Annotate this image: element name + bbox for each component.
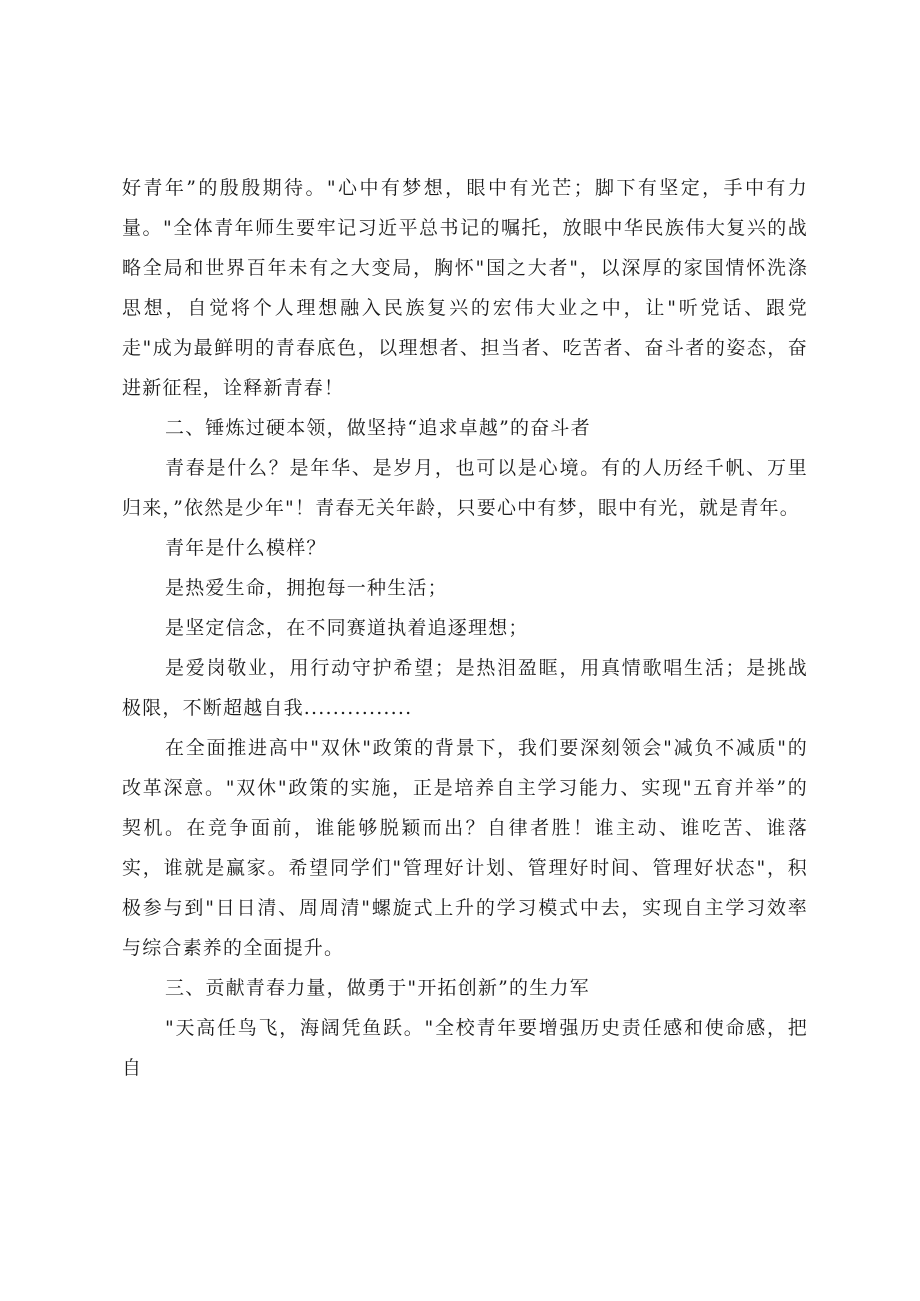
- paragraph: 是爱岗敬业，用行动守护希望；是热泪盈眶，用真情歌唱生活；是挑战极限，不断超越自我...............: [122, 657, 808, 719]
- paragraph: 是坚定信念，在不同赛道执着追逐理想；: [165, 617, 529, 639]
- paragraph: 在全面推进高中"双休"政策的背景下，我们要深刻领会"减负不减质"的改革深意。"双休"政策的实施，正是培养自主学习能力、实现"五育并举”的契机。在竞争面前，谁能够脱颖而出？自律者胜！谁主动、谁吃苦、谁落实，谁就是赢家。希望同学们"管理好计划、管理好时间、管理好状态"，积极参与到"日日清、周周清"螺旋式上升的学习模式中去，实现自主学习效率与综合素养的全面提升。: [122, 737, 808, 959]
- paragraph: "天高任鸟飞，海阔凭鱼跃。"全校青年要增强历史责任感和使命感，把自: [122, 1017, 808, 1079]
- section-heading-2: 二、锤炼过硬本领，做坚持“追求卓越”的奋斗者: [165, 417, 591, 439]
- paragraph: 青春是什么？是年华、是岁月，也可以是心境。有的人历经千帆、万里归来，”依然是少年"！青春无关年龄，只要心中有梦，眼中有光，就是青年。: [122, 457, 808, 519]
- section-heading-3: 三、贡献青春力量，做勇于"开拓创新”的生力军: [165, 977, 590, 999]
- document-body: [122, 168, 808, 1088]
- paragraph: 青年是什么模样？: [165, 537, 327, 559]
- paragraph-continuation: 好青年”的殷殷期待。"心中有梦想，眼中有光芒；脚下有坚定，手中有力量。"全体青年师生要牢记习近平总书记的嘱托，放眼中华民族伟大复兴的战略全局和世界百年未有之大变局，胸怀"国之大者"，以深厚的家国情怀洗涤思想，自觉将个人理想融入民族复兴的宏伟大业之中，让"听党话、跟党走"成为最鲜明的青春底色，以理想者、担当者、吃苦者、奋斗者的姿态，奋进新征程，诠释新青春！: [122, 177, 808, 399]
- paragraph: 是热爱生命，拥抱每一种生活；: [165, 577, 448, 599]
